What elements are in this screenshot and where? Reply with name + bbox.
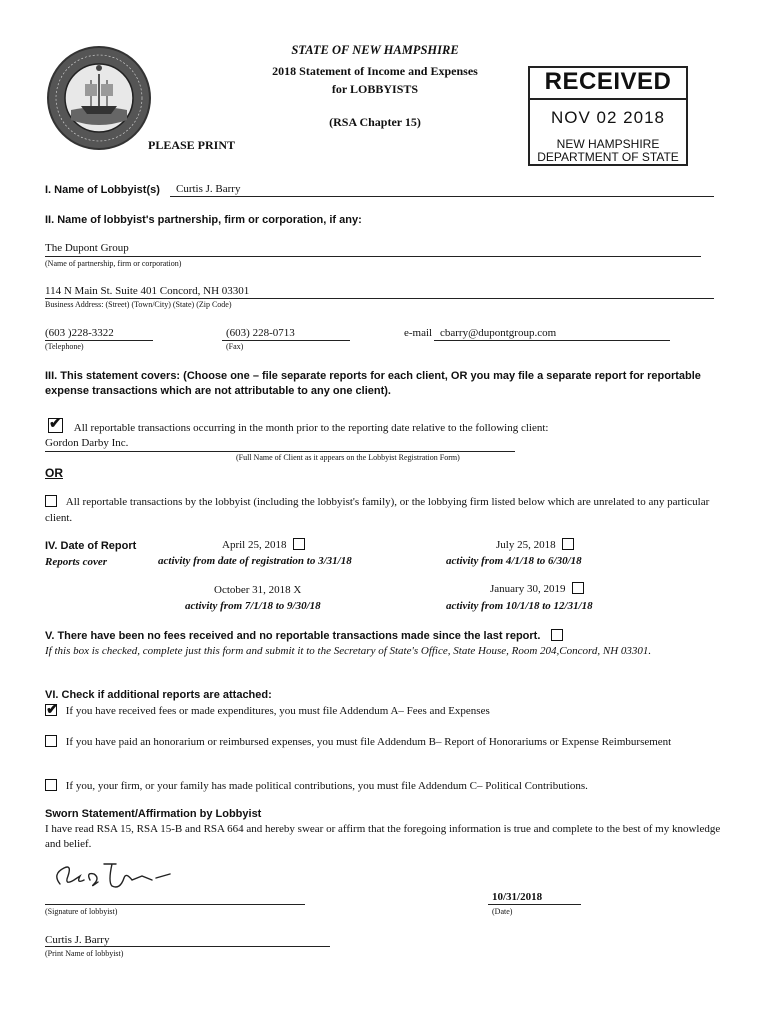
option-unrelated bbox=[45, 494, 725, 526]
report-april-activity: activity from date of registration to 3/31/18 bbox=[158, 555, 352, 567]
email: cbarry@dupontgroup.com bbox=[440, 327, 557, 339]
please-print: PLEASE PRINT bbox=[148, 138, 236, 152]
client-checkbox[interactable] bbox=[48, 418, 63, 433]
section4-label: IV. Date of Report bbox=[45, 540, 137, 552]
email-label: e-mail bbox=[404, 327, 433, 339]
report-july bbox=[496, 538, 574, 551]
option-client bbox=[48, 418, 728, 434]
option-client-text: All reportable transactions occurring in the month prior to the reporting date relative to the following client: bbox=[73, 422, 549, 434]
or-label: OR bbox=[45, 466, 63, 480]
addendum-c bbox=[45, 779, 725, 792]
report-april-date: April 25, 2018 bbox=[222, 539, 287, 551]
sworn-text: I have read RSA 15, RSA 15-B and RSA 664 and hereby swear or affirm that the foregoing information is true and complete to the best of my knowledge and belief. bbox=[45, 823, 721, 850]
fax-caption: (Fax) bbox=[226, 342, 244, 351]
report-january-date: January 30, 2019 bbox=[490, 583, 566, 595]
unrelated-checkbox[interactable] bbox=[45, 495, 57, 507]
addendum-b-checkbox[interactable] bbox=[45, 735, 57, 747]
stamp-date: NOV 02 2018 bbox=[550, 108, 665, 127]
section3-label: III. This statement covers: (Choose one – file separate reports for each client, OR you may file a separate report for reportable expense transactions which are not attributable to any one client). bbox=[45, 370, 701, 397]
report-april-checkbox[interactable] bbox=[293, 538, 305, 550]
addendum-a-checkbox[interactable] bbox=[45, 704, 57, 716]
report-july-checkbox[interactable] bbox=[562, 538, 574, 550]
addendum-b bbox=[45, 734, 725, 750]
report-july-activity: activity from 4/1/18 to 6/30/18 bbox=[446, 555, 582, 567]
report-october-date: October 31, 2018 X bbox=[214, 584, 302, 596]
addendum-a-text: If you have received fees or made expenditures, you must file Addendum A– Fees and Expenses bbox=[65, 705, 490, 717]
section5-label: V. There have been no fees received and no reportable transactions made since the last report. bbox=[45, 630, 541, 642]
report-january bbox=[490, 582, 584, 595]
stamp-line1: NEW HAMPSHIRE bbox=[556, 137, 660, 151]
print-name: Curtis J. Barry bbox=[45, 934, 110, 946]
business-address: 114 N Main St. Suite 401 Concord, NH 03301 bbox=[45, 285, 250, 297]
section5-note: If this box is checked, complete just this form and submit it to the Secretary of State's Office, State House, Room 204,Concord, NH 03301. bbox=[45, 645, 652, 657]
date-caption: (Date) bbox=[492, 907, 513, 916]
firm-caption: (Name of partnership, firm or corporation) bbox=[45, 259, 182, 268]
report-april bbox=[222, 538, 305, 551]
signature-caption: (Signature of lobbyist) bbox=[45, 907, 118, 916]
print-name-line bbox=[45, 946, 330, 947]
telephone-caption: (Telephone) bbox=[45, 342, 84, 351]
section1-label: I. Name of Lobbyist(s) bbox=[45, 184, 160, 196]
signature bbox=[46, 854, 176, 898]
sign-date: 10/31/2018 bbox=[492, 891, 543, 903]
addendum-a bbox=[45, 704, 725, 717]
email-line bbox=[434, 340, 670, 341]
section2-label: II. Name of lobbyist's partnership, firm or corporation, if any: bbox=[45, 214, 362, 226]
report-july-date: July 25, 2018 bbox=[496, 539, 556, 551]
lobbyist-name: Curtis J. Barry bbox=[176, 183, 241, 195]
section6-label: VI. Check if additional reports are attached: bbox=[45, 689, 272, 701]
stamp-line2: DEPARTMENT OF STATE bbox=[537, 150, 679, 164]
client-name: Gordon Darby Inc. bbox=[45, 437, 129, 449]
client-caption: (Full Name of Client as it appears on the Lobbyist Registration Form) bbox=[236, 453, 460, 462]
addendum-c-text: If you, your firm, or your family has made political contributions, you must file Addendum C– Political Contributions. bbox=[65, 780, 588, 792]
stamp-received: RECEIVED bbox=[530, 68, 686, 100]
section5 bbox=[45, 629, 563, 642]
form-rsa: (RSA Chapter 15) bbox=[329, 115, 421, 129]
received-stamp bbox=[528, 66, 688, 166]
address-line bbox=[45, 298, 714, 299]
stamp-org bbox=[530, 138, 686, 164]
firm-name: The Dupont Group bbox=[45, 242, 129, 254]
form-title: STATE OF NEW HAMPSHIRE bbox=[291, 43, 459, 57]
form-subtitle: 2018 Statement of Income and Expenses bbox=[272, 64, 478, 78]
fax: (603) 228-0713 bbox=[226, 327, 295, 339]
state-seal bbox=[45, 44, 153, 152]
signature-line bbox=[45, 904, 305, 905]
telephone: (603 )228-3322 bbox=[45, 327, 114, 339]
lobbyist-name-line bbox=[170, 196, 714, 197]
no-fees-checkbox[interactable] bbox=[551, 629, 563, 641]
address-caption: Business Address: (Street) (Town/City) (State) (Zip Code) bbox=[45, 300, 232, 309]
form-for-line: for LOBBYISTS bbox=[331, 82, 419, 96]
date-line bbox=[488, 904, 581, 905]
addendum-c-checkbox[interactable] bbox=[45, 779, 57, 791]
addendum-b-text: If you have paid an honorarium or reimbursed expenses, you must file Addendum B– Report of Honorariums or Expense Reimbursement bbox=[65, 736, 672, 748]
telephone-line bbox=[45, 340, 153, 341]
print-name-caption: (Print Name of lobbyist) bbox=[45, 949, 124, 958]
report-january-activity: activity from 10/1/18 to 12/31/18 bbox=[446, 600, 593, 612]
fax-line bbox=[222, 340, 350, 341]
client-line bbox=[45, 451, 515, 452]
report-october-activity: activity from 7/1/18 to 9/30/18 bbox=[185, 600, 321, 612]
sworn-label: Sworn Statement/Affirmation by Lobbyist bbox=[45, 808, 262, 820]
reports-cover: Reports cover bbox=[45, 556, 108, 568]
option-unrelated-text: All reportable transactions by the lobbyist (including the lobbyist's family), or the lobbying firm listed below which are unrelated to any particular client. bbox=[45, 496, 710, 524]
report-january-checkbox[interactable] bbox=[572, 582, 584, 594]
firm-line bbox=[45, 256, 701, 257]
